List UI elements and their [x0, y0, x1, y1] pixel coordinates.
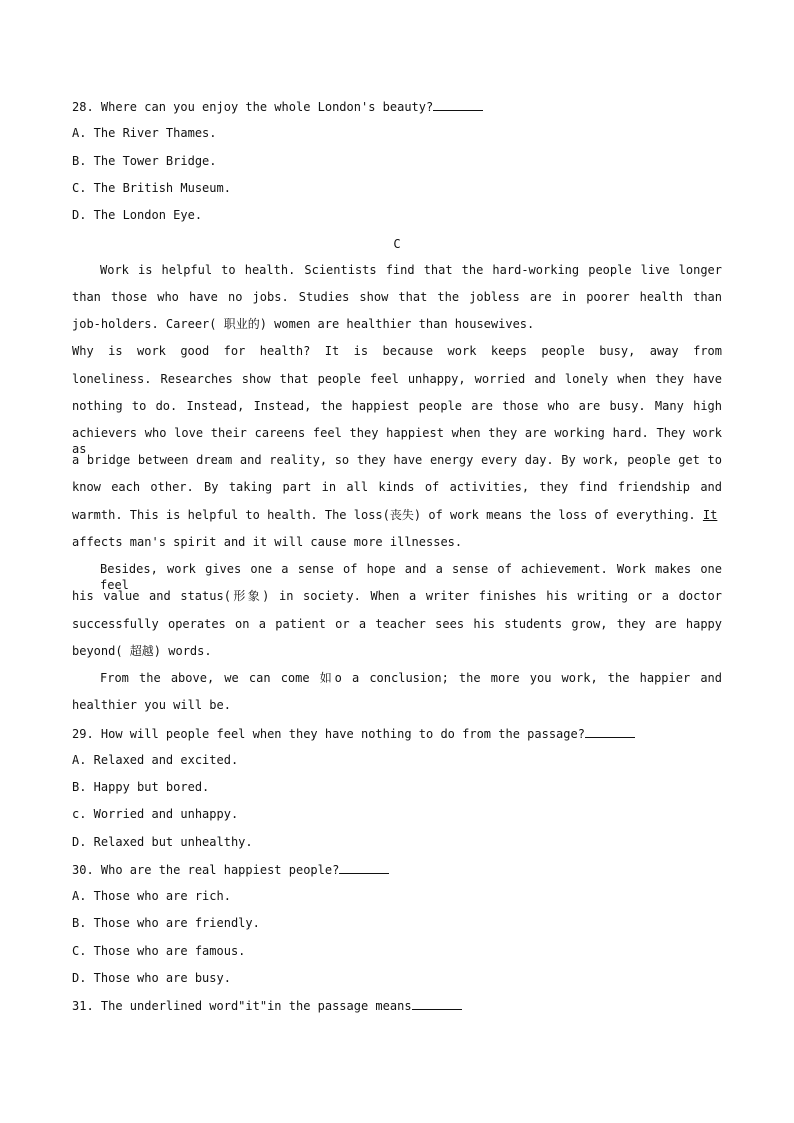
passage-p3-line-1: Besides, work gives one a sense of hope and a sense of achievement. Work makes one feel: [100, 562, 722, 592]
q30-option-a: A. Those who are rich.: [72, 889, 231, 903]
answer-blank: [412, 997, 462, 1010]
passage-p3-line-4: beyond( 超越) words.: [72, 644, 212, 658]
q30-option-b: B. Those who are friendly.: [72, 916, 260, 930]
q28-option-d: D. The London Eye.: [72, 208, 203, 222]
q28-option-b: B. The Tower Bridge.: [72, 154, 217, 168]
q29-option-c: c. Worried and unhappy.: [72, 807, 239, 821]
q30-option-c: C. Those who are famous.: [72, 944, 246, 958]
q29-option-a: A. Relaxed and excited.: [72, 753, 239, 767]
passage-p3-line-2: his value and status(形象) in society. When a writer finishes his writing or a doctor: [72, 589, 722, 603]
question-31-stem: 31. The underlined word"it"in the passage means: [72, 997, 722, 1014]
underlined-word: It: [702, 508, 718, 522]
passage-p2-line-8: affects man's spirit and it will cause more illnesses.: [72, 535, 463, 549]
answer-blank: [339, 861, 389, 874]
answer-blank: [585, 725, 635, 738]
q28-option-c: C. The British Museum.: [72, 181, 231, 195]
question-29-stem: 29. How will people feel when they have nothing to do from the passage?: [72, 725, 722, 742]
passage-p4-line-2: healthier you will be.: [72, 698, 231, 712]
passage-p1-line-2: than those who have no jobs. Studies show that the jobless are in poorer health than: [72, 290, 722, 304]
q29-option-d: D. Relaxed but unhealthy.: [72, 835, 253, 849]
q28-option-a: A. The River Thames.: [72, 126, 217, 140]
section-label: C: [393, 237, 401, 251]
passage-p1-line-1: Work is helpful to health. Scientists find that the hard-working people live longer: [100, 263, 722, 277]
passage-p2-line-2: loneliness. Researches show that people feel unhappy, worried and lonely when they have: [72, 372, 722, 386]
passage-p2-line-5: a bridge between dream and reality, so they have energy every day. By work, people get to: [72, 453, 722, 467]
passage-p2-line-6: know each other. By taking part in all kinds of activities, they find friendship and: [72, 480, 722, 494]
q30-option-d: D. Those who are busy.: [72, 971, 231, 985]
question-28-stem: 28. Where can you enjoy the whole London's beauty?: [72, 98, 722, 115]
passage-p2-line-7: warmth. This is helpful to health. The loss(丧失) of work means the loss of everything. It: [72, 508, 718, 522]
passage-p3-line-3: successfully operates on a patient or a teacher sees his students grow, they are happy: [72, 617, 722, 631]
passage-p4-line-1: From the above, we can come 如o a conclusion; the more you work, the happier and: [100, 671, 722, 685]
passage-p2-line-3: nothing to do. Instead, Instead, the happiest people are those who are busy. Many high: [72, 399, 722, 413]
question-30-stem: 30. Who are the real happiest people?: [72, 861, 722, 878]
answer-blank: [433, 98, 483, 111]
passage-p2-line-4: achievers who love their careens feel they happiest when they are working hard. They work as: [72, 426, 722, 456]
passage-p1-line-3: job-holders. Career( 职业的) women are healthier than housewives.: [72, 317, 535, 331]
passage-p2-line-1: Why is work good for health? It is because work keeps people busy, away from: [72, 344, 722, 358]
q29-option-b: B. Happy but bored.: [72, 780, 210, 794]
